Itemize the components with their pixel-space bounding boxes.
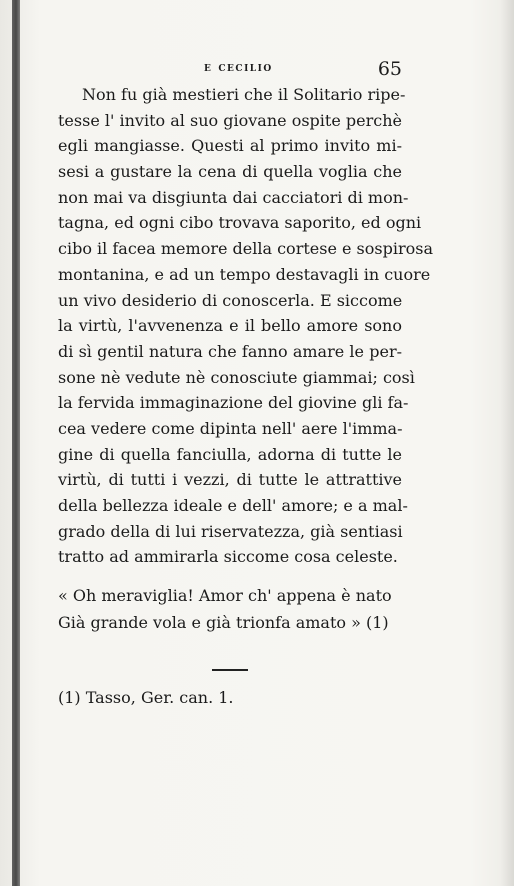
text-line: gine di quella fanciulla, adorna di tutte le [58, 444, 402, 464]
running-title: e cecilio [204, 60, 273, 75]
text-line: un vivo desiderio di conoscerla. E siccome [58, 290, 403, 310]
text-line: la virtù, l'avvenenza e il bello amore sono [58, 316, 402, 336]
page-number: 65 [377, 58, 402, 80]
text-line: cea vedere come dipinta nell' aere l'imma- [58, 418, 403, 438]
verse-quotation [58, 582, 402, 636]
text-line: tratto ad ammirarla siccome cosa celeste. [58, 547, 398, 567]
text-line: della bellezza ideale e dell' amore; e a mal- [58, 496, 408, 515]
body-text [58, 82, 433, 570]
text-line: egli mangiasse. Questi al primo invito mi- [58, 136, 402, 156]
text-line: Non fu già mestieri che il Solitario ripe- [82, 85, 406, 104]
footnote: (1) Tasso, Ger. can. 1. [58, 688, 234, 707]
text-line: sesi a gustare la cena di quella voglia che [58, 162, 402, 182]
text-line: tesse l' invito al suo giovane ospite perchè [58, 110, 402, 130]
text-line: la fervida immaginazione del giovine gli fa- [58, 393, 409, 413]
footnote-rule [212, 669, 248, 671]
verse-line: « Oh meraviglia! Amor ch' appena è nato [58, 586, 392, 605]
text-line: di sì gentil natura che fanno amare le per- [58, 341, 402, 361]
text-line: sone nè vedute nè conosciute giammai; così [58, 367, 415, 387]
page-edge-shadow [500, 0, 514, 886]
binding-shadow [12, 0, 20, 886]
text-line: grado della di lui riservatezza, già sentiasi [58, 521, 403, 541]
text-line: montanina, e ad un tempo destavagli in cuore [58, 264, 431, 284]
text-line: non mai va disgiunta dai cacciatori di mon- [58, 187, 409, 207]
text-line: tagna, ed ogni cibo trovava saporito, ed ogni [58, 213, 422, 233]
verse-line: Già grande vola e già trionfa amato » (1) [58, 613, 389, 632]
text-line: cibo il facea memore della cortese e sospirosa [58, 239, 433, 259]
text-line: virtù, di tutti i vezzi, di tutte le attrattive [58, 470, 402, 490]
